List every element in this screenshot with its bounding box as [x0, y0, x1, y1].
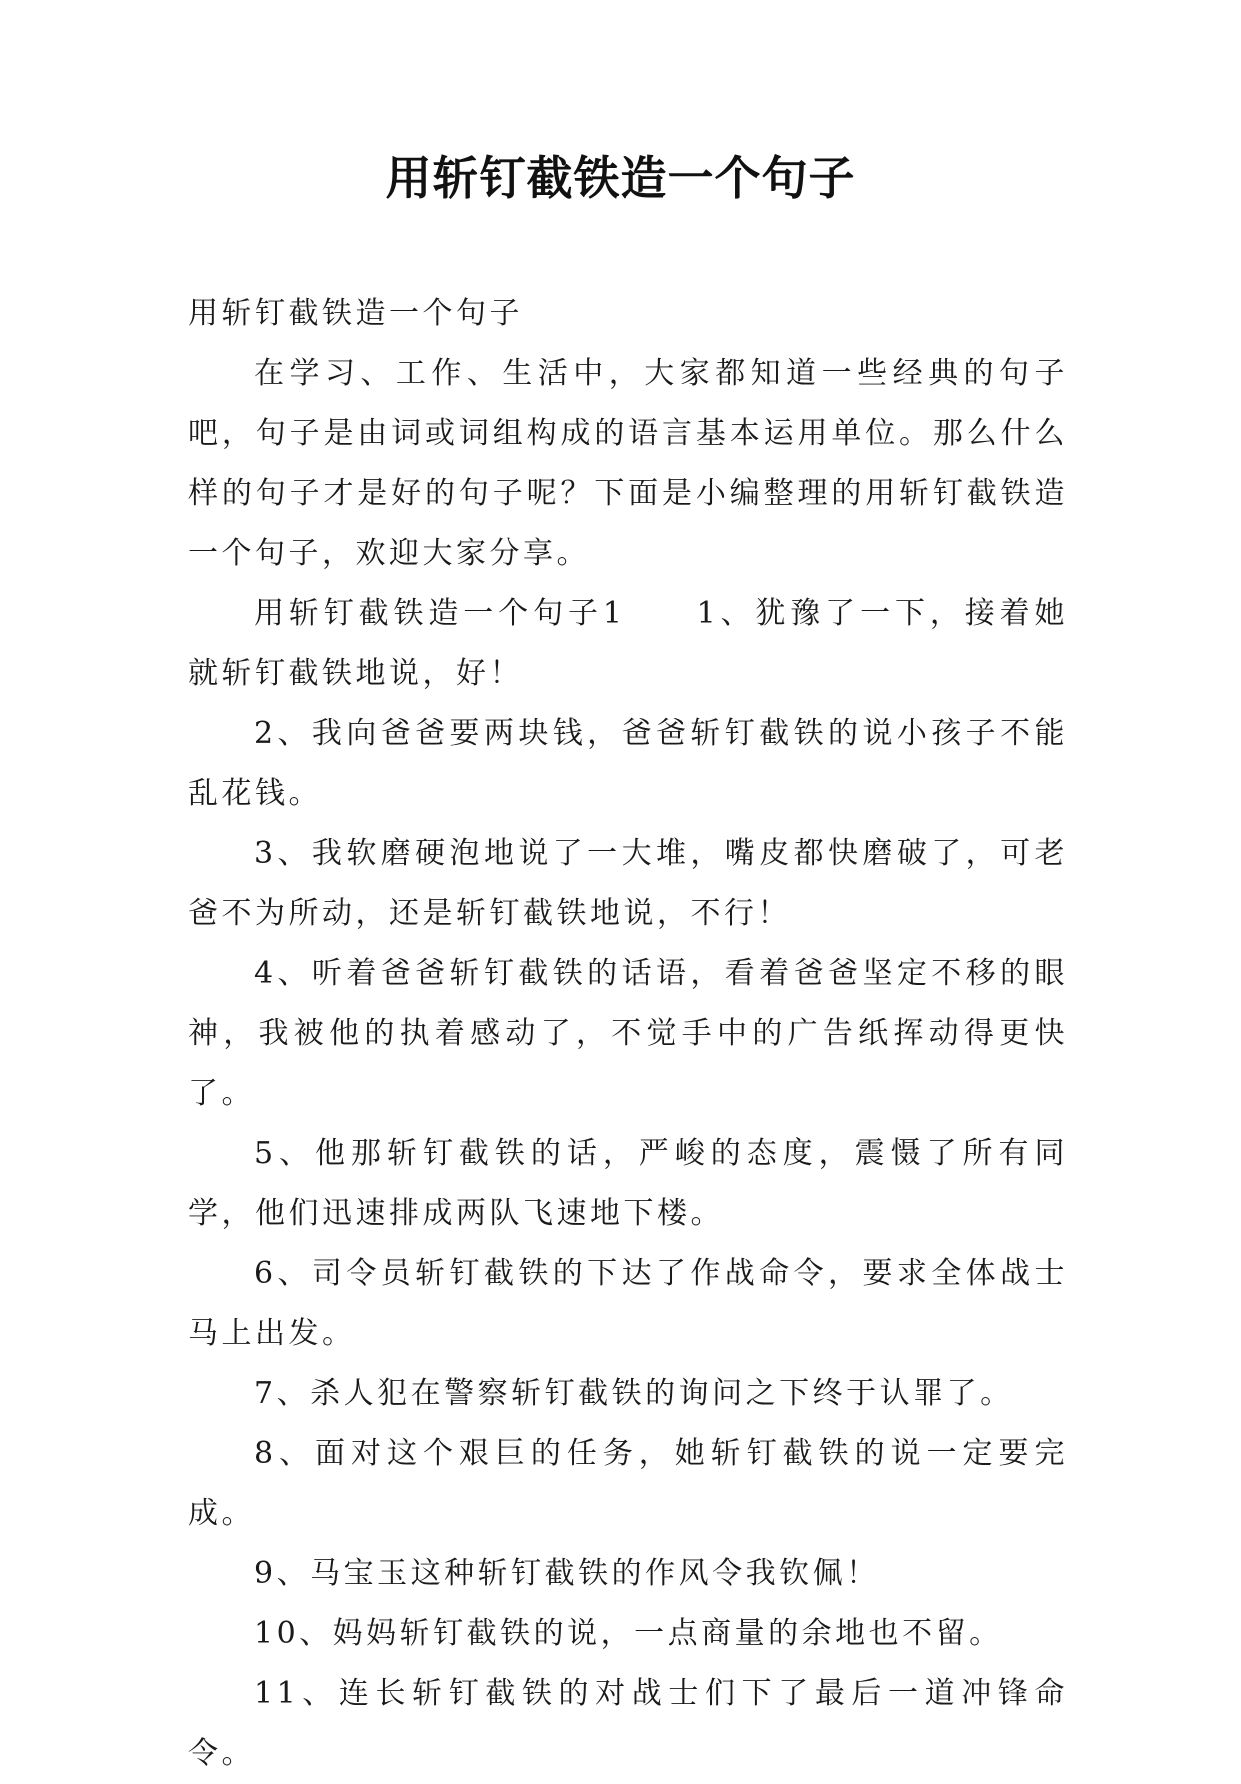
- sentence-4: 4、听着爸爸斩钉截铁的话语，看着爸爸坚定不移的眼神，我被他的执着感动了，不觉手中的广告纸挥动得更快了。: [188, 956, 1068, 1111]
- sentence-11: 11、连长斩钉截铁的对战士们下了最后一道冲锋命令。: [188, 1676, 1068, 1771]
- sentence-6: 6、司令员斩钉截铁的下达了作战命令，要求全体战士马上出发。: [188, 1256, 1068, 1351]
- sentence-3: 3、我软磨硬泡地说了一大堆，嘴皮都快磨破了，可老爸不为所动，还是斩钉截铁地说，不行！: [188, 836, 1068, 931]
- sentence-7: 7、杀人犯在警察斩钉截铁的询问之下终于认罪了。: [254, 1376, 1014, 1411]
- document-subtitle: 用斩钉截铁造一个句子: [188, 296, 523, 331]
- sentence-10: 10、妈妈斩钉截铁的说，一点商量的余地也不留。: [254, 1616, 1003, 1651]
- sentence-1: 用斩钉截铁造一个句子1 1、犹豫了一下，接着她就斩钉截铁地说，好！: [188, 596, 1068, 691]
- sentence-9: 9、马宝玉这种斩钉截铁的作风令我钦佩！: [254, 1556, 880, 1591]
- intro-paragraph: 在学习、工作、生活中，大家都知道一些经典的句子吧，句子是由词或词组构成的语言基本运用单位。那么什么样的句子才是好的句子呢？下面是小编整理的用斩钉截铁造一个句子，欢迎大家分享。: [188, 356, 1068, 571]
- sentence-2: 2、我向爸爸要两块钱，爸爸斩钉截铁的说小孩子不能乱花钱。: [188, 716, 1068, 811]
- sentence-5: 5、他那斩钉截铁的话，严峻的态度，震慑了所有同学，他们迅速排成两队飞速地下楼。: [188, 1136, 1068, 1231]
- sentence-8: 8、面对这个艰巨的任务，她斩钉截铁的说一定要完成。: [188, 1436, 1068, 1531]
- document-body: [188, 284, 1068, 1784]
- page-title: 用斩钉截铁造一个句子: [385, 151, 856, 205]
